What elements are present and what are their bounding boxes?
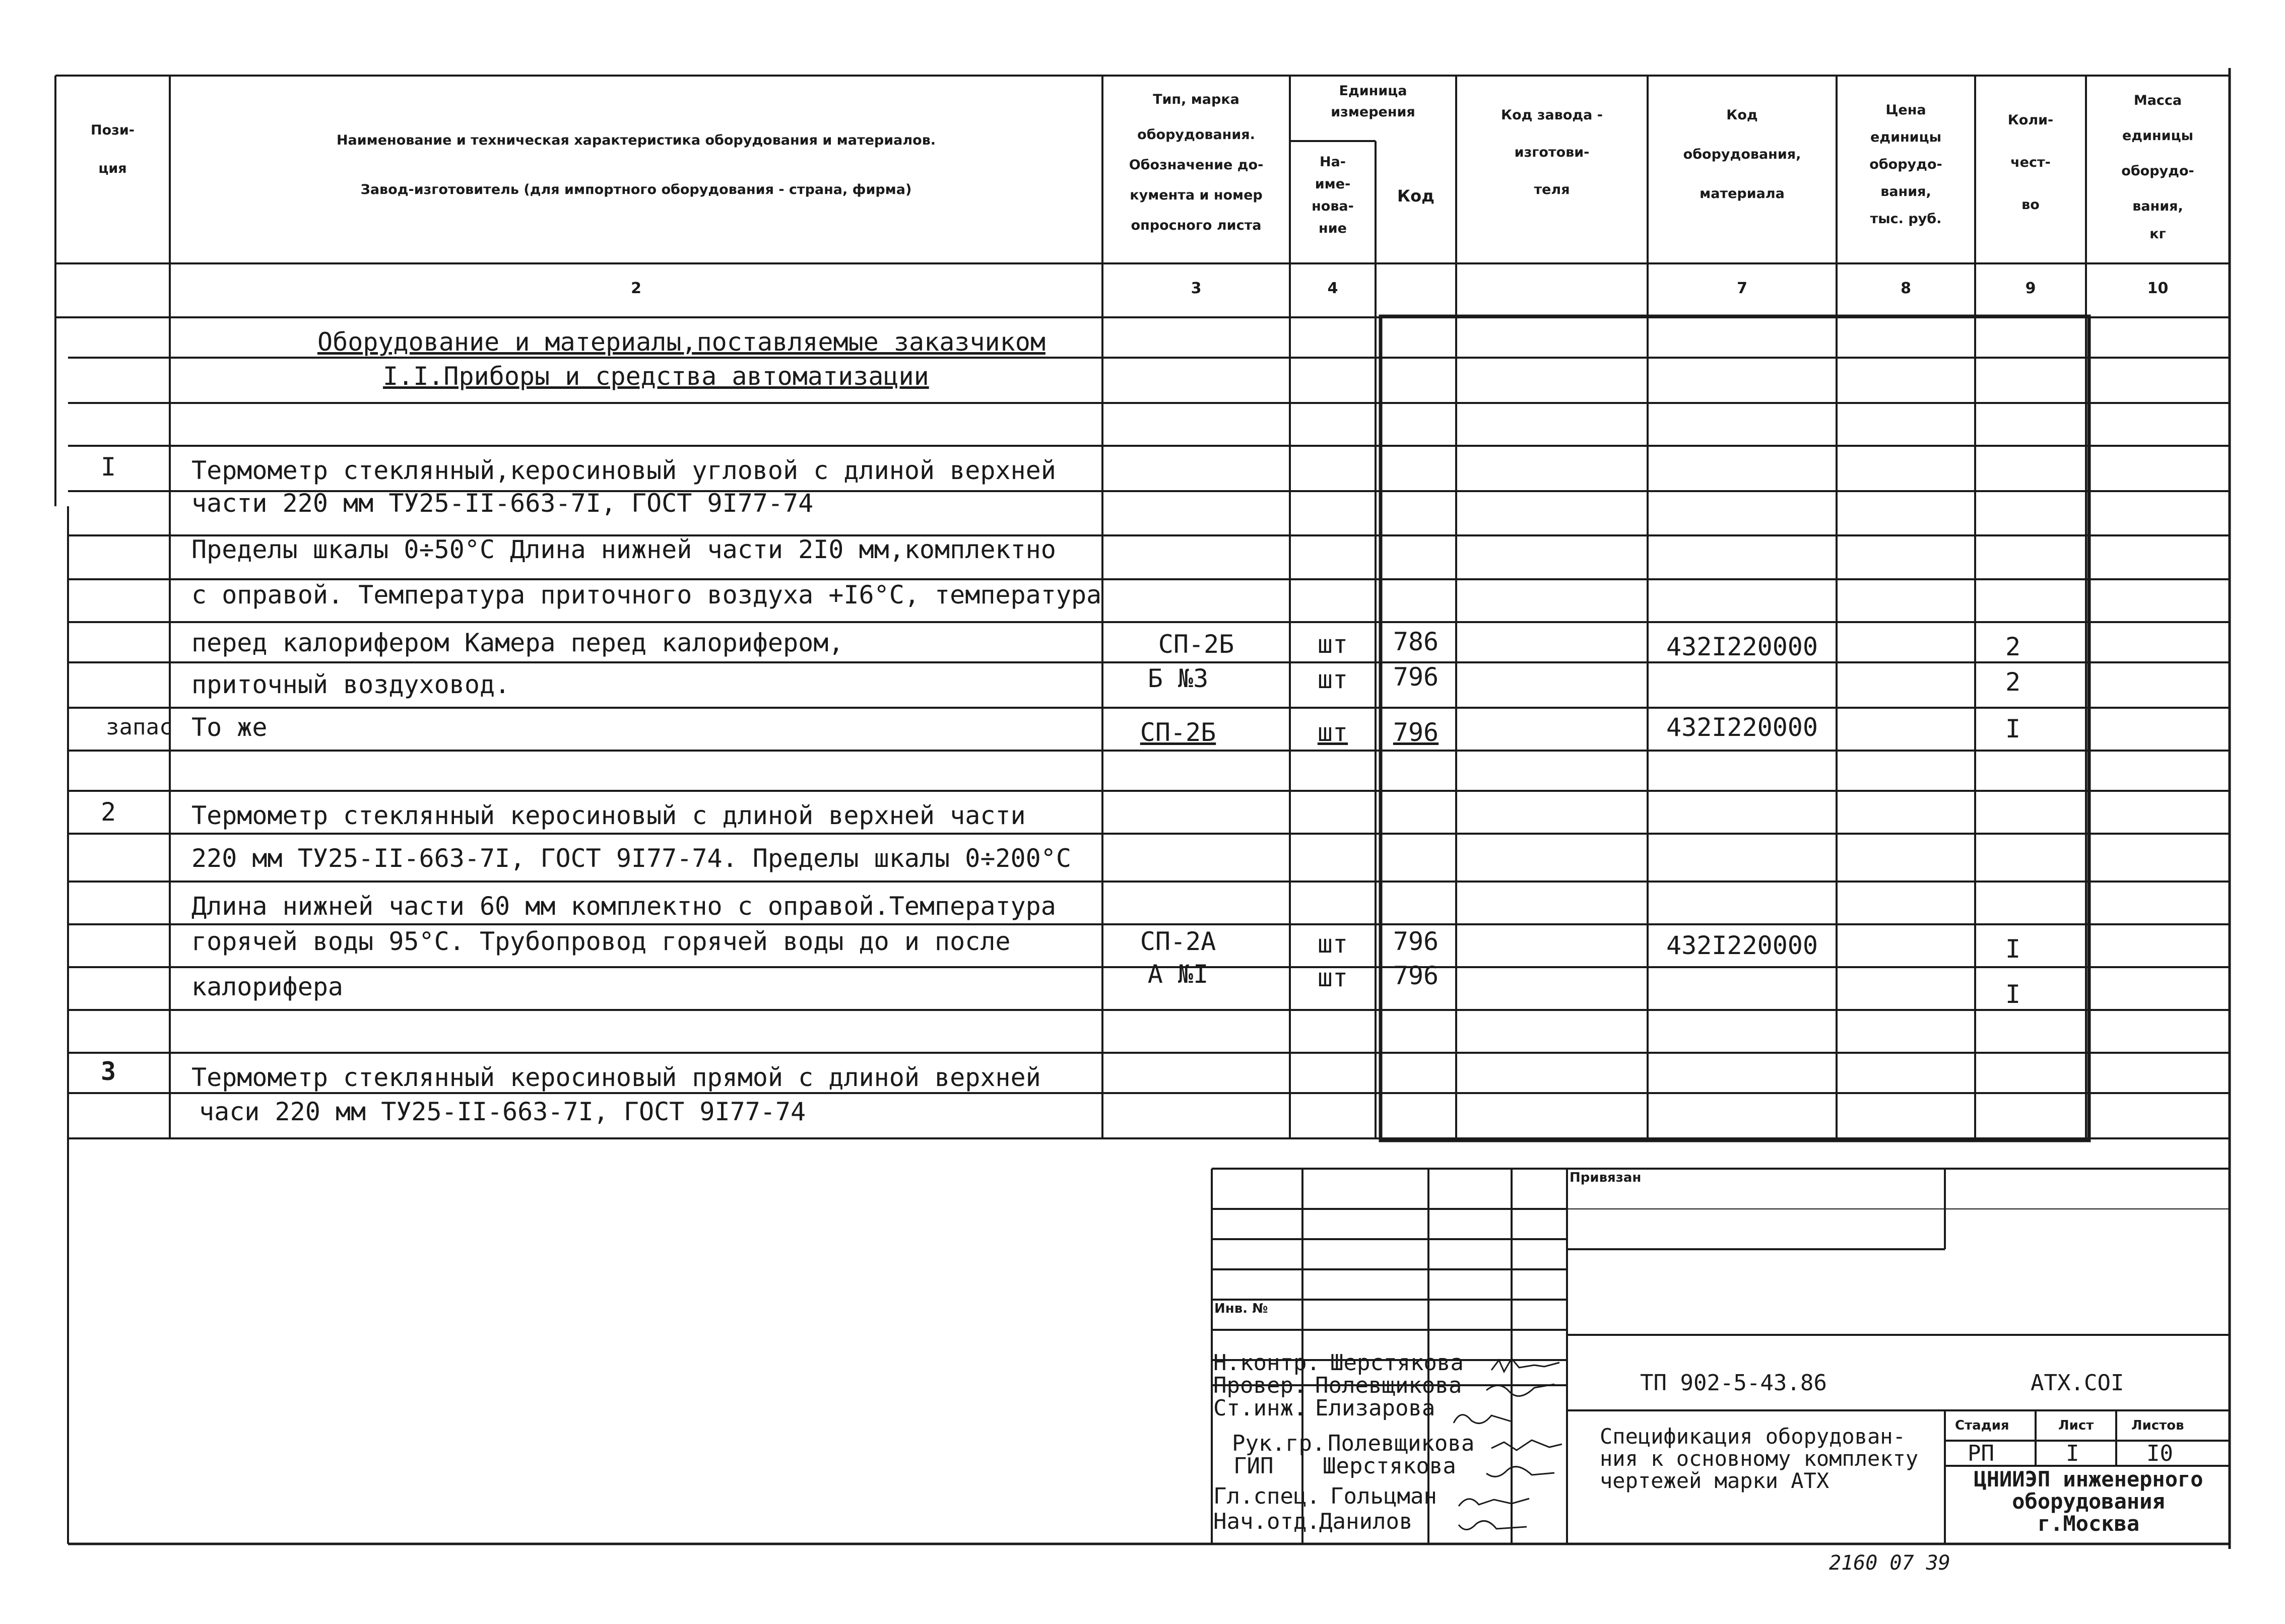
signer-name: Гольцман	[1330, 1483, 1437, 1509]
item-quantity: 2	[2005, 667, 2021, 697]
signature-scribble-icon	[1489, 1352, 1564, 1378]
item-description-line: часи 220 мм ТУ25-II-663-7I, ГОСТ 9I77-74	[199, 1097, 806, 1126]
item-description-line: перед калорифером Камера перед калорифером,	[191, 628, 844, 657]
item-equipment-code: 432I220000	[1666, 632, 1818, 661]
item-description-line: части 220 мм ТУ25-II-663-7I, ГОСТ 9I77-74	[191, 489, 814, 518]
item-type: СП-2Б	[1140, 718, 1216, 747]
header-unit-name: На- име- нова- ние	[1312, 154, 1354, 236]
signature-scribble-icon	[1484, 1461, 1559, 1486]
header-unit-code: Код	[1397, 186, 1434, 206]
signature-scribble-icon	[1456, 1514, 1532, 1539]
sheet-value: I	[2066, 1441, 2079, 1466]
signer-name: Елизарова	[1315, 1395, 1435, 1421]
item-position: запас	[106, 714, 173, 740]
item-type: Б №3	[1147, 664, 1209, 693]
organization: ЦНИИЭП инженерного оборудования г.Москва	[1974, 1467, 2203, 1536]
sheets-label: Листов	[2131, 1418, 2184, 1433]
document-description: Спецификация оборудован- ния к основному комплекту чертежей марки АТХ	[1600, 1424, 1919, 1493]
sheets-value: I0	[2146, 1441, 2173, 1466]
item-description-line: 220 мм ТУ25-II-663-7I, ГОСТ 9I77-74. Пределы шкалы 0÷200°С	[191, 844, 1071, 873]
item-unit: шт	[1317, 630, 1348, 659]
item-description-line: Термометр стеклянный керосиновый с длиной верхней части	[191, 801, 1026, 830]
item-unit-code: 786	[1393, 627, 1439, 656]
item-description-line: То же	[191, 713, 268, 742]
item-position: I	[100, 452, 116, 482]
signature-scribble-icon	[1456, 1488, 1532, 1514]
column-number: 8	[1901, 280, 1911, 297]
item-quantity: 2	[2005, 632, 2021, 661]
item-description-line: Пределы шкалы 0÷50°С Длина нижней части 2I0 мм,комплектно	[191, 535, 1056, 564]
column-number: 2	[631, 280, 641, 297]
signer-role: Н.контр.	[1213, 1350, 1320, 1376]
signature-scribble-icon	[1489, 1433, 1564, 1458]
signer-role: ГИП	[1233, 1453, 1274, 1479]
signer-name: Шерстякова	[1330, 1350, 1464, 1376]
signer-name: Шерстякова	[1323, 1453, 1456, 1479]
document-number: ТП 902-5-43.86	[1640, 1370, 1827, 1396]
signer-role: Ст.инж.	[1213, 1395, 1307, 1421]
item-type: СП-2А	[1140, 927, 1216, 956]
document-mark: АТХ.СОI	[2031, 1370, 2124, 1396]
item-type: А №I	[1147, 960, 1209, 989]
header-name: Наименование и техническая характеристика оборудования и материалов. Завод-изготовитель (для импортного оборудования - страна, фирма)	[336, 132, 936, 197]
item-unit-code: 796	[1393, 662, 1439, 692]
item-type: СП-2Б	[1158, 630, 1234, 659]
item-description-line: горячей воды 95°С. Трубопровод горячей воды до и после	[191, 927, 1011, 956]
header-manufacturer-code: Код завода - изготови- теля	[1501, 107, 1603, 197]
item-description-line: Длина нижней части 60 мм комплектно с оправой.Температура	[191, 892, 1056, 921]
item-unit-code: 796	[1393, 961, 1439, 990]
item-unit: шт	[1317, 665, 1348, 694]
item-description-line: Термометр стеклянный керосиновый прямой с длиной верхней	[191, 1063, 1041, 1092]
item-position: 3	[100, 1057, 116, 1086]
item-description-line: приточный воздуховод.	[191, 670, 510, 699]
signature-scribble-icon	[1451, 1405, 1527, 1431]
header-unit-group: Единица измерения	[1331, 83, 1415, 120]
privyazan-label: Привязан	[1570, 1170, 1642, 1185]
section-subtitle: I.I.Приборы и средства автоматизации	[383, 362, 929, 391]
sheet-label: Лист	[2058, 1418, 2094, 1433]
item-position: 2	[100, 797, 116, 827]
item-description-line: с оправой. Температура приточного воздуха +I6°С, температура	[191, 580, 1102, 610]
column-number: 9	[2025, 280, 2036, 297]
signature-scribble-icon	[1484, 1375, 1559, 1400]
signer-role: Рук.гр.	[1232, 1431, 1326, 1456]
signer-role: Провер.	[1213, 1373, 1307, 1398]
item-unit-code: 796	[1393, 718, 1439, 747]
stage-value: РП	[1968, 1441, 1994, 1466]
signer-name: Полевщикова	[1328, 1431, 1475, 1456]
section-title: Оборудование и материалы,поставляемые заказчиком	[317, 327, 1046, 357]
column-number: 3	[1191, 280, 1202, 297]
signer-name: Данилов	[1319, 1509, 1413, 1534]
header-quantity: Коли- чест- во	[2007, 112, 2054, 213]
item-unit: шт	[1317, 929, 1348, 959]
item-unit: шт	[1317, 718, 1348, 747]
stage-label: Стадия	[1955, 1418, 2009, 1433]
column-number: 7	[1737, 280, 1747, 297]
item-quantity: I	[2005, 714, 2021, 743]
item-equipment-code: 432I220000	[1666, 713, 1818, 742]
signer-role: Нач.отд.	[1213, 1509, 1320, 1534]
item-equipment-code: 432I220000	[1666, 931, 1818, 960]
item-description-line: Термометр стеклянный,керосиновый угловой с длиной верхней	[191, 456, 1056, 485]
item-unit-code: 796	[1393, 927, 1439, 956]
signer-role: Гл.спец.	[1213, 1483, 1320, 1509]
header-position: Пози- ция	[91, 122, 135, 176]
item-description-line: калорифера	[191, 972, 344, 1001]
item-quantity: I	[2005, 980, 2021, 1009]
item-unit: шт	[1317, 963, 1348, 992]
header-equipment-code: Код оборудования, материала	[1683, 107, 1801, 201]
column-number: 4	[1327, 280, 1338, 297]
inv-number-label: Инв. №	[1214, 1301, 1268, 1316]
header-type: Тип, марка оборудования. Обозначение до- кумента и номер опросного листа	[1129, 92, 1264, 233]
signer-name: Полевщикова	[1315, 1373, 1462, 1398]
column-number: 10	[2147, 280, 2169, 297]
item-quantity: I	[2005, 934, 2021, 964]
header-mass: Масса единицы оборудо- вания, кг	[2121, 93, 2194, 242]
header-price: Цена единицы оборудо- вания, тыс. руб.	[1869, 102, 1942, 227]
footer-number: 2160 07 39	[1829, 1551, 1950, 1575]
